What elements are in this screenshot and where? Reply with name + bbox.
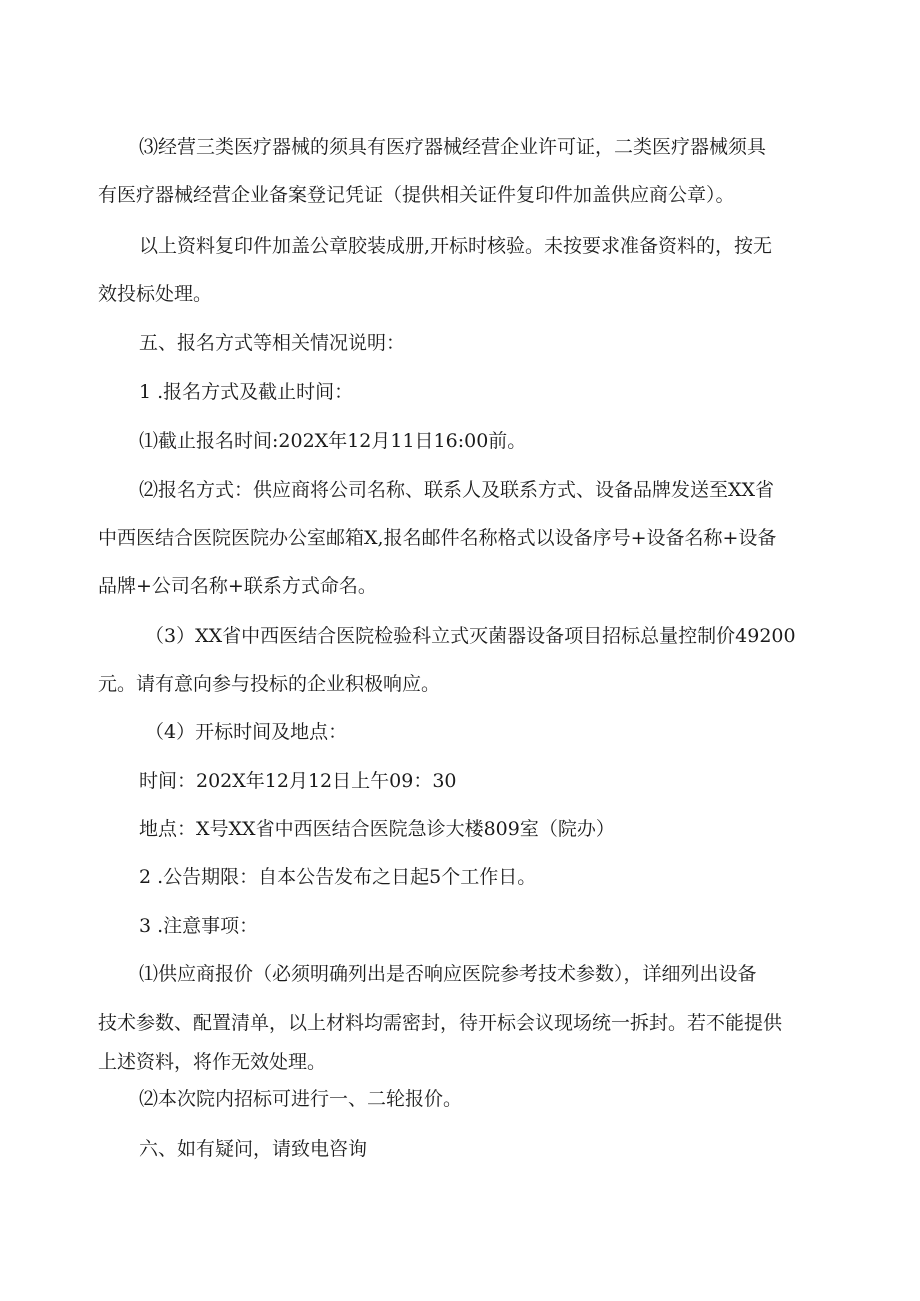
section-heading: 五、报名方式等相关情况说明：: [139, 332, 406, 354]
text-line: （4）开标时间及地点：: [145, 721, 348, 743]
text-line: 中西医结合医院医院办公室邮箱X,报名邮件名称格式以设备序号+设备名称+设备: [98, 527, 777, 549]
subsection-heading: 2 .公告期限：自本公告发布之日起5个工作日。: [139, 866, 537, 888]
text-line: ⑴供应商报价（必须明确列出是否响应医院参考技术参数），详细列出设备: [139, 963, 757, 985]
text-line: 技术参数、配置清单，以上材料均需密封，待开标会议现场统一拆封。若不能提供: [98, 1012, 783, 1034]
text-line: ⑵本次院内招标可进行一、二轮报价。: [139, 1088, 463, 1110]
text-line: （3）XX省中西医结合医院检验科立式灭菌器设备项目招标总量控制价49200: [145, 625, 796, 647]
text-line: 以上资料复印件加盖公章胶装成册,开标时核验。未按要求准备资料的，按无: [139, 235, 773, 257]
text-line: ⑴截止报名时间:202X年12月11日16:00前。: [139, 430, 527, 452]
section-heading: 六、如有疑问，请致电咨询: [139, 1138, 368, 1160]
text-line: 效投标处理。: [98, 283, 213, 305]
text-line: 上述资料，将作无效处理。: [98, 1051, 327, 1073]
text-line: 时间：202X年12月12日上午09：30: [139, 770, 457, 792]
text-line: 有医疗器械经营企业备案登记凭证（提供相关证件复印件加盖供应商公章）。: [98, 184, 735, 206]
subsection-heading: 3 .注意事项：: [139, 915, 259, 937]
text-line: 品牌+公司名称+联系方式命名。: [98, 575, 377, 597]
text-line: ⑶经营三类医疗器械的须具有医疗器械经营企业许可证，二类医疗器械须具: [139, 136, 767, 158]
subsection-heading: 1 .报名方式及截止时间：: [139, 381, 354, 403]
text-line: 地点：X号XX省中西医结合医院急诊大楼809室（院办）: [139, 818, 615, 840]
text-line: ⑵报名方式：供应商将公司名称、联系人及联系方式、设备品牌发送至XX省: [139, 479, 775, 501]
text-line: 元。请有意向参与投标的企业积极响应。: [98, 673, 441, 695]
